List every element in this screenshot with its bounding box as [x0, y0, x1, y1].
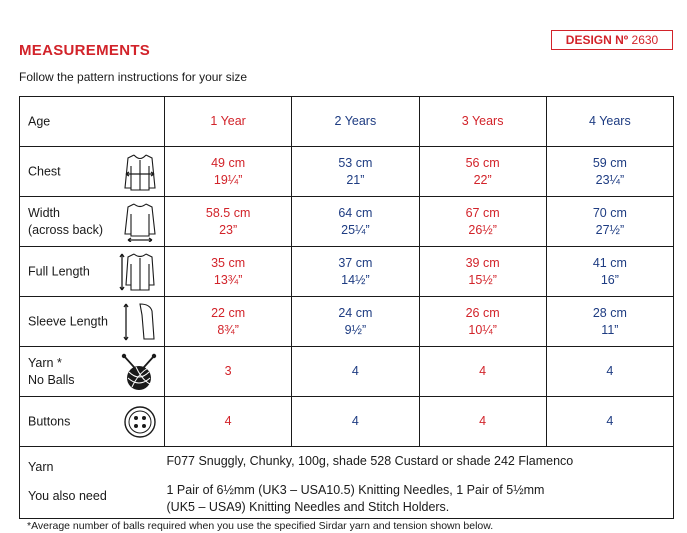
- width-size-3: [419, 197, 546, 247]
- buttons-label: Buttons: [28, 414, 71, 428]
- yarn-label-line-2: No Balls: [28, 372, 75, 387]
- length-size-3-in: 15½”: [468, 272, 497, 287]
- chest-label-cell: [20, 147, 165, 197]
- sleeve-size-3-in: 10¼”: [468, 322, 497, 337]
- width-size-3-cm: 67 cm: [465, 205, 500, 220]
- sleeve-size-3-cm: 26 cm: [465, 305, 500, 320]
- length-size-4: [546, 247, 673, 297]
- age-label: Age: [28, 114, 51, 128]
- length-label: Full Length: [28, 264, 90, 278]
- table-row-length: [20, 247, 674, 297]
- chest-size-1-cm: 49 cm: [211, 155, 246, 170]
- yarn-size-4: 4: [546, 347, 673, 397]
- yarn-info-label: Yarn: [28, 460, 54, 474]
- yarn-info-value: F077 Snuggly, Chunky, 100g, shade 528 Custard or shade 242 Flamenco: [166, 454, 574, 468]
- table-row-sleeve: [20, 297, 674, 347]
- length-size-3-cm: 39 cm: [465, 255, 500, 270]
- size-2-header: 2 Years: [292, 97, 419, 147]
- width-size-1-in: 23”: [219, 222, 238, 237]
- length-size-2-cm: 37 cm: [338, 255, 373, 270]
- chest-size-4: [546, 147, 673, 197]
- chest-size-2-cm: 53 cm: [338, 155, 373, 170]
- design-number-badge: [551, 30, 673, 50]
- sleeve-label: Sleeve Length: [28, 314, 108, 328]
- page-title: MEASUREMENTS: [19, 42, 151, 59]
- sleeve-size-4-cm: 28 cm: [592, 305, 627, 320]
- sleeve-size-1-cm: 22 cm: [211, 305, 246, 320]
- yarn-size-1: 3: [165, 347, 292, 397]
- width-size-4-in: 27½”: [595, 222, 625, 237]
- width-size-4-cm: 70 cm: [592, 205, 627, 220]
- chest-size-2-in: 21”: [346, 172, 365, 187]
- also-need-line-2: (UK5 – USA9) Knitting Needles and Stitch Holders.: [166, 500, 450, 514]
- width-label-cell: [20, 197, 165, 247]
- width-size-3-in: 26½”: [468, 222, 497, 237]
- sleeve-label-cell: [20, 297, 165, 347]
- length-label-cell: [20, 247, 165, 297]
- yarn-size-2: 4: [292, 347, 419, 397]
- buttons-size-1: 4: [165, 397, 292, 447]
- size-4-header: 4 Years: [546, 97, 673, 147]
- width-size-1-cm: 58.5 cm: [205, 205, 251, 220]
- sleeve-size-2-in: 9½”: [344, 322, 367, 337]
- subtitle: Follow the pattern instructions for your size: [19, 70, 248, 84]
- width-label-line-2: (across back): [28, 222, 104, 237]
- width-size-2-in: 25¼”: [341, 222, 370, 237]
- table-row-buttons: [20, 397, 674, 447]
- length-size-2-in: 14½”: [341, 272, 370, 287]
- design-number: 2630: [631, 33, 659, 47]
- chest-label: Chest: [28, 164, 61, 178]
- table-row-width: [20, 197, 674, 247]
- chest-size-4-in: 23¼”: [595, 172, 625, 187]
- cardigan-length-icon: [118, 251, 158, 293]
- chest-size-1: [165, 147, 292, 197]
- yarn-ball-icon: [120, 352, 158, 392]
- sleeve-size-2-cm: 24 cm: [338, 305, 373, 320]
- info-labels-cell: [20, 447, 165, 519]
- yarn-label: [28, 355, 75, 389]
- length-size-4-cm: 41 cm: [592, 255, 627, 270]
- sleeve-length-icon: [122, 301, 158, 343]
- table-row-info: [20, 447, 674, 519]
- yarn-size-3: 4: [419, 347, 546, 397]
- design-label: DESIGN Nº: [565, 33, 629, 47]
- width-size-2: [292, 197, 419, 247]
- yarn-label-line-1: Yarn *: [28, 355, 62, 370]
- buttons-size-4: 4: [546, 397, 673, 447]
- width-size-2-cm: 64 cm: [338, 205, 373, 220]
- sleeve-size-2: [292, 297, 419, 347]
- length-size-1-in: 13¾”: [213, 272, 243, 287]
- width-label-line-1: Width: [28, 205, 60, 220]
- button-icon: [122, 404, 158, 440]
- table-row-yarn: [20, 347, 674, 397]
- cardigan-width-icon: [122, 202, 158, 242]
- table-row-age: [20, 97, 674, 147]
- buttons-label-cell: [20, 397, 165, 447]
- size-3-header: 3 Years: [419, 97, 546, 147]
- length-size-2: [292, 247, 419, 297]
- chest-size-1-in: 19¼”: [213, 172, 243, 187]
- sleeve-size-4: [546, 297, 673, 347]
- chest-size-3: [419, 147, 546, 197]
- buttons-size-2: 4: [292, 397, 419, 447]
- length-size-4-in: 16”: [600, 272, 619, 287]
- info-values-cell: [165, 447, 674, 519]
- length-size-1-cm: 35 cm: [211, 255, 246, 270]
- chest-size-3-in: 22”: [473, 172, 492, 187]
- also-need-label: You also need: [28, 489, 107, 503]
- size-1-header: 1 Year: [165, 97, 292, 147]
- table-row-chest: [20, 147, 674, 197]
- yarn-label-cell: [20, 347, 165, 397]
- width-label: [28, 205, 103, 239]
- buttons-size-3: 4: [419, 397, 546, 447]
- width-size-4: [546, 197, 673, 247]
- sleeve-size-1: [165, 297, 292, 347]
- cardigan-chest-icon: [122, 152, 158, 192]
- length-size-3: [419, 247, 546, 297]
- footnote: *Average number of balls required when you use the specified Sirdar yarn and tension shown below.: [27, 520, 494, 532]
- also-need-line-1: 1 Pair of 6½mm (UK3 – USA10.5) Knitting Needles, 1 Pair of 5½mm: [166, 483, 545, 497]
- chest-size-4-cm: 59 cm: [592, 155, 627, 170]
- sleeve-size-1-in: 8¾”: [217, 322, 239, 337]
- length-size-1: [165, 247, 292, 297]
- chest-size-3-cm: 56 cm: [465, 155, 500, 170]
- measurements-table: [19, 96, 674, 519]
- chest-size-2: [292, 147, 419, 197]
- age-label-cell: [20, 97, 165, 147]
- sleeve-size-3: [419, 297, 546, 347]
- width-size-1: [165, 197, 292, 247]
- sleeve-size-4-in: 11”: [601, 322, 619, 337]
